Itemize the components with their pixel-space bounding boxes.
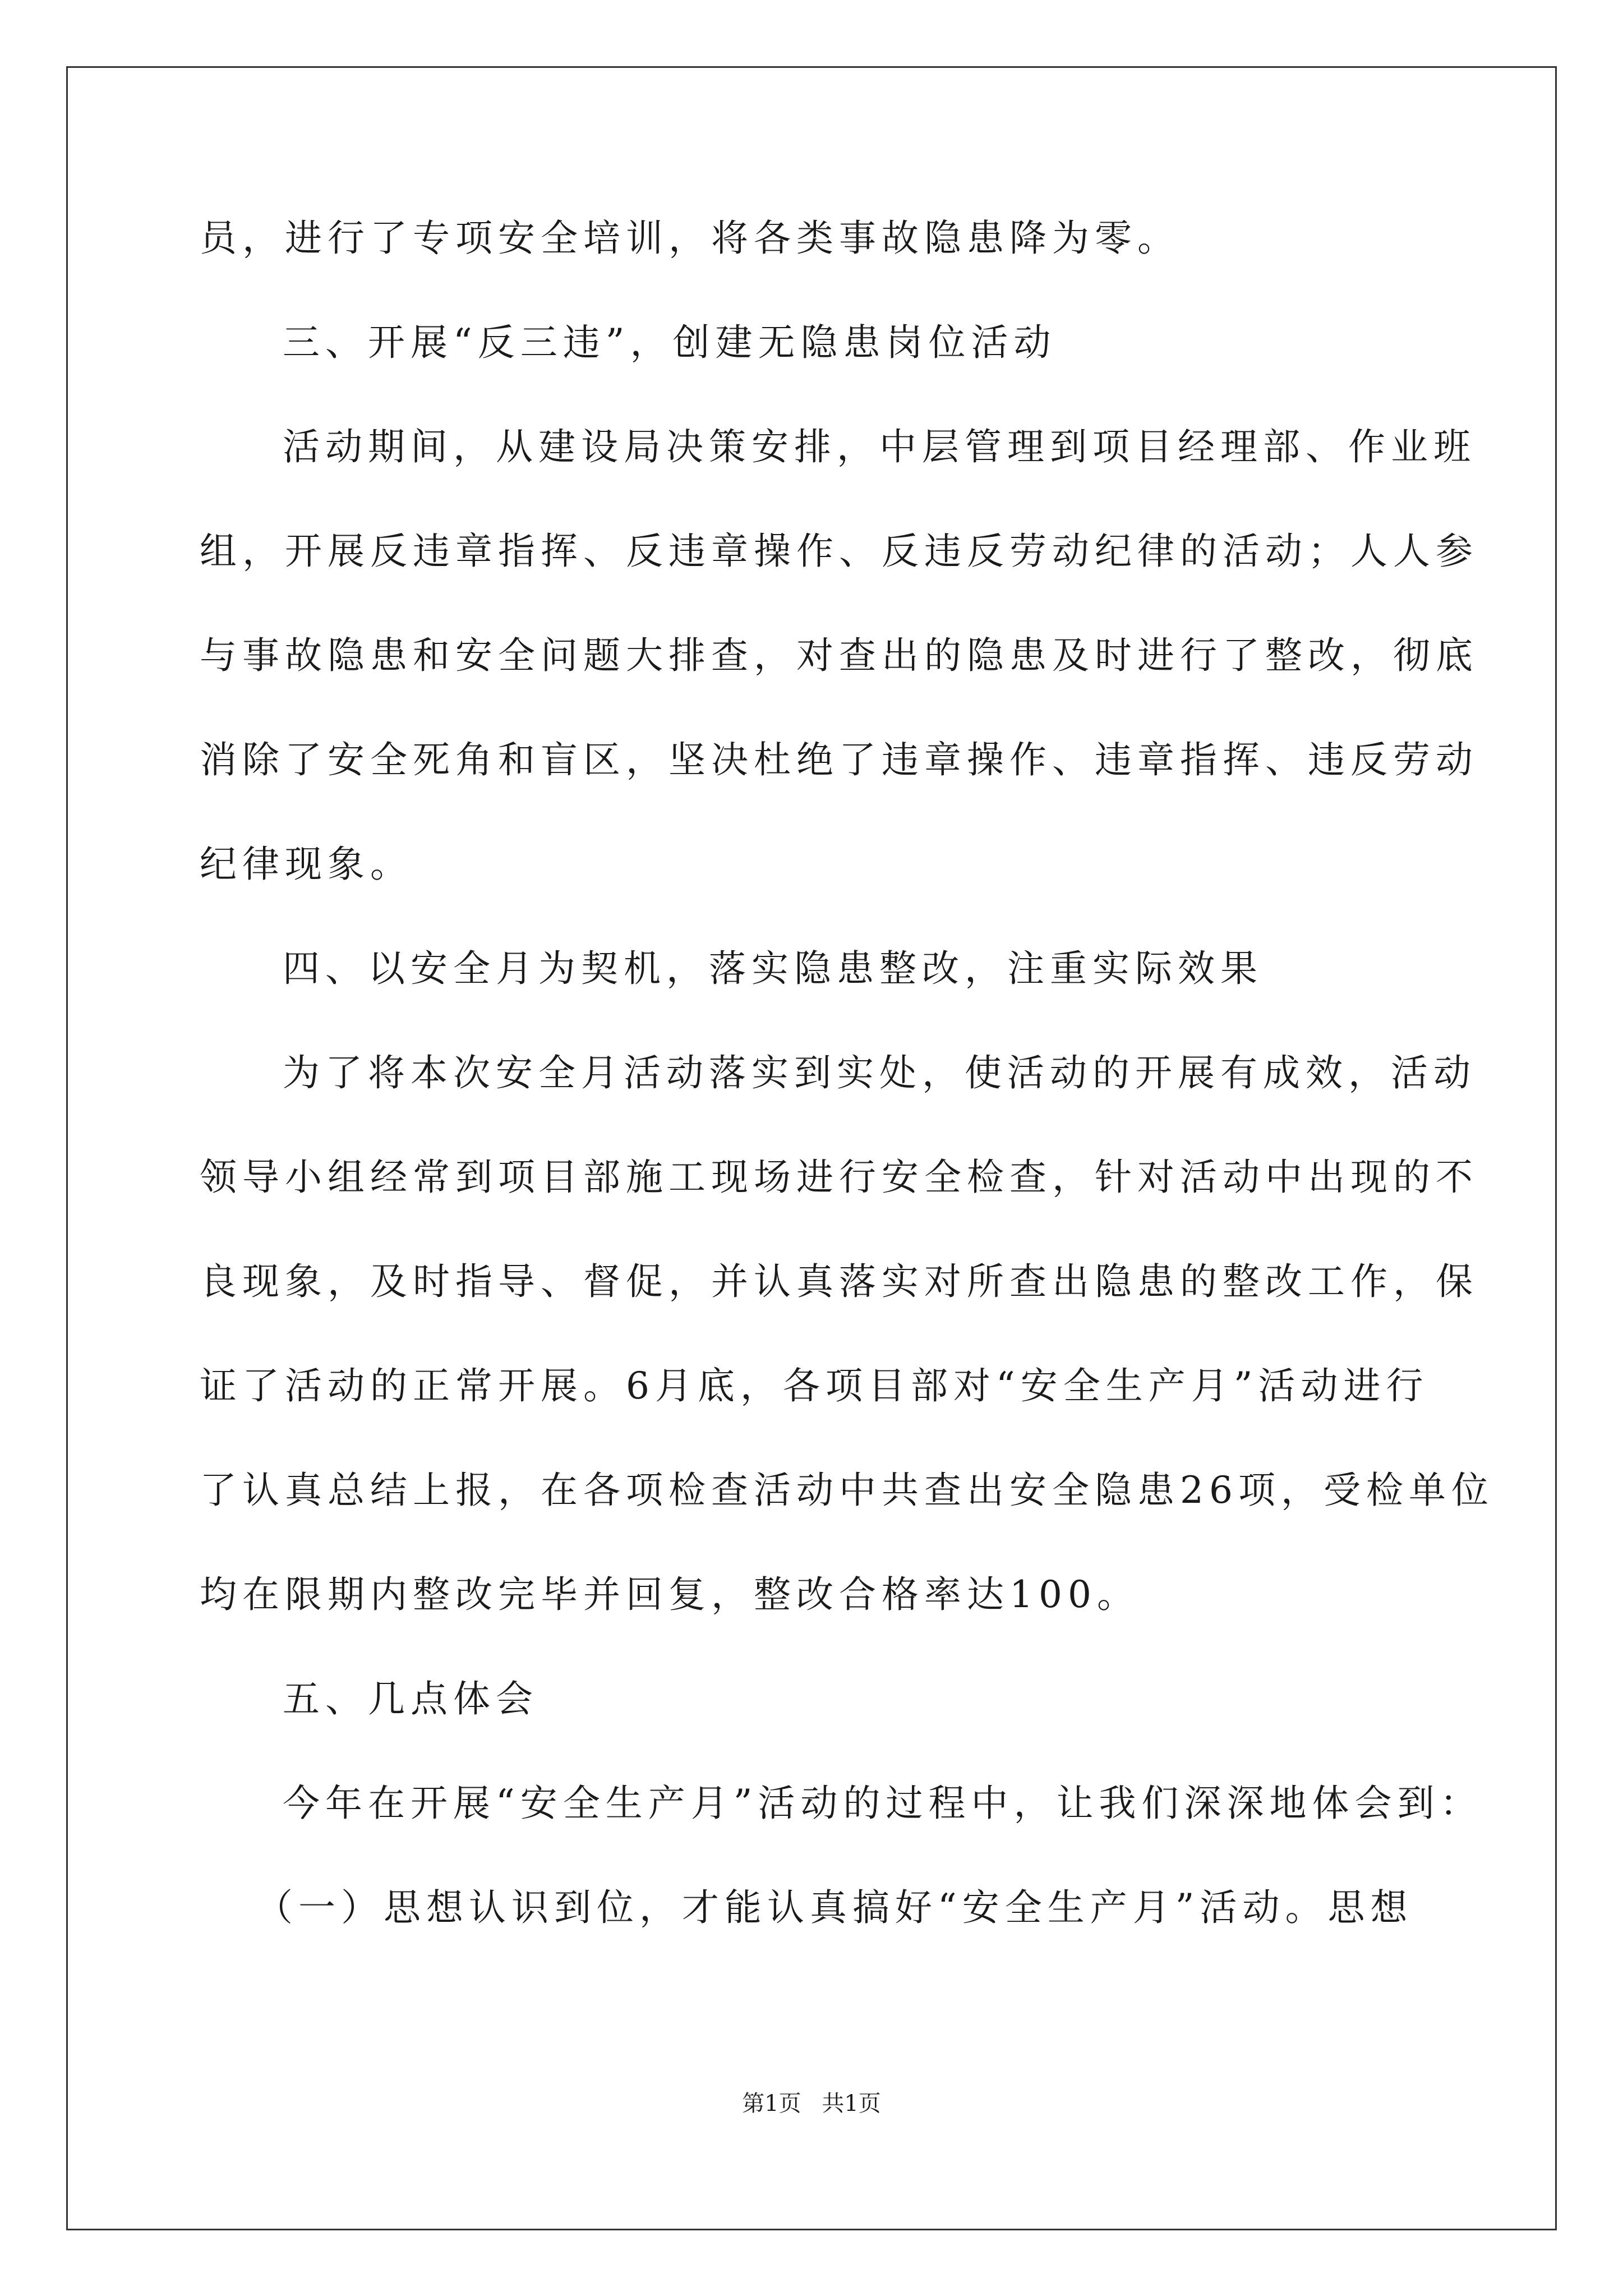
text-line: 均在限期内整改完毕并回复，整改合格率达100。 — [200, 1573, 1140, 1616]
text-line: 证了活动的正常开展。6月底，各项目部对“安全生产月”活动进行 — [200, 1364, 1429, 1407]
text-line: 员，进行了专项安全培训，将各类事故隐患降为零。 — [200, 217, 1180, 260]
section-heading-4: 四、以安全月为契机，落实隐患整改，注重实际效果 — [283, 947, 1263, 990]
text-line: 活动期间，从建设局决策安排，中层管理到项目经理部、作业班 — [283, 425, 1476, 468]
section-heading-5: 五、几点体会 — [283, 1677, 538, 1720]
text-line: 消除了安全死角和盲区，坚决杜绝了违章操作、违章指挥、违反劳动 — [200, 738, 1478, 781]
text-line: 组，开展反违章指挥、反违章操作、反违反劳动纪律的活动；人人参 — [200, 530, 1478, 573]
text-line: 良现象，及时指导、督促，并认真落实对所查出隐患的整改工作，保 — [200, 1260, 1478, 1303]
text-line: （一）思想认识到位，才能认真搞好“安全生产月”活动。思想 — [256, 1886, 1413, 1929]
section-heading-3: 三、开展“反三违”，创建无隐患岗位活动 — [283, 321, 1057, 364]
page-total: 共1页 — [822, 2091, 881, 2116]
page-footer — [0, 2086, 1623, 2118]
text-line: 纪律现象。 — [200, 843, 413, 886]
text-line: 与事故隐患和安全问题大排查，对查出的隐患及时进行了整改，彻底 — [200, 634, 1478, 677]
text-line: 今年在开展“安全生产月”活动的过程中，让我们深深地体会到： — [283, 1782, 1483, 1825]
text-line: 领导小组经常到项目部施工现场进行安全检查，针对活动中出现的不 — [200, 1156, 1478, 1199]
text-line: 为了将本次安全月活动落实到实处，使活动的开展有成效，活动 — [283, 1051, 1476, 1094]
text-line: 了认真总结上报，在各项检查活动中共查出安全隐患26项，受检单位 — [200, 1469, 1494, 1512]
page-number: 第1页 — [742, 2091, 801, 2116]
